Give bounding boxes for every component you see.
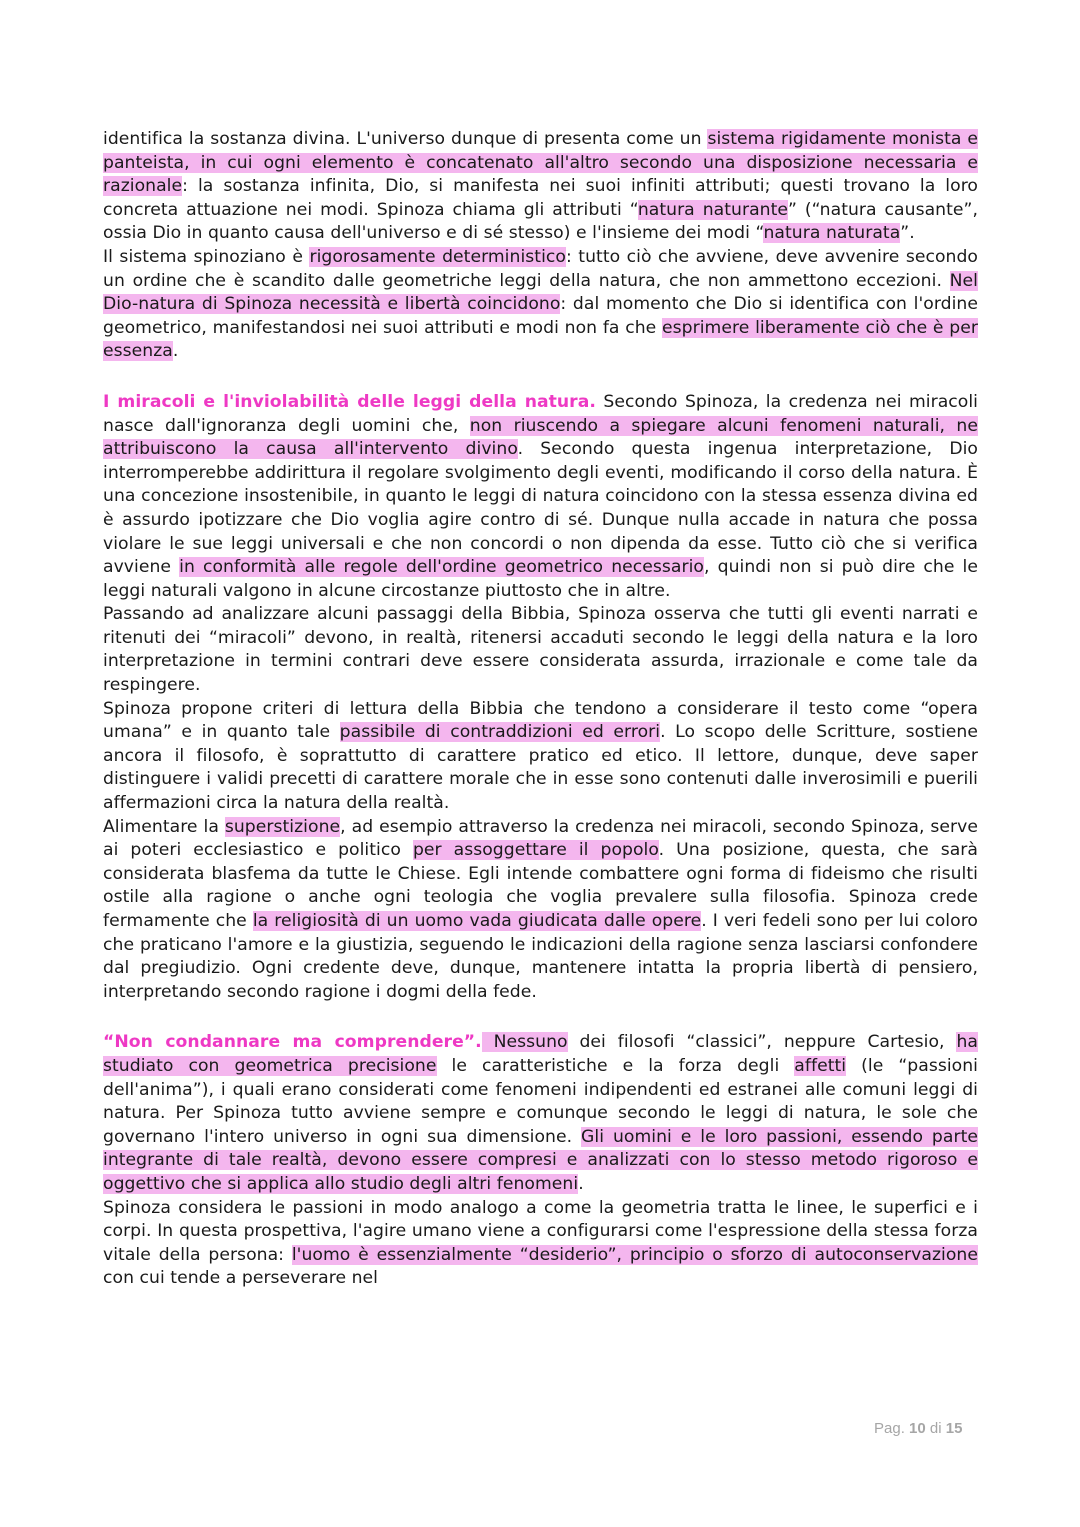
section-title: I miracoli e l'inviolabilità delle leggi della natura. xyxy=(103,391,596,412)
paragraph-p5 xyxy=(103,698,978,816)
body-text: dei filosofi “classici”, neppure Cartesio, xyxy=(567,1032,957,1053)
body-text: . Una posizione, questa, che sarà considerata blasfema da tutte le Chiese. Egli intende combattere ogni forma di fideismo che risulti ostile alla ragione o anche ogni teologia che voglia prevalere sulla filosofia. Spinoza crede fermamente che xyxy=(103,840,978,931)
highlighted-text: affetti xyxy=(794,1055,847,1076)
highlighted-text: la religiosità di un uomo vada giudicata dalle opere xyxy=(252,911,702,931)
section-title: “Non condannare ma comprendere”. xyxy=(103,1032,482,1053)
highlighted-text: per assoggettare il popolo xyxy=(412,840,659,861)
body-text: , ad esempio attraverso la credenza nei miracoli, secondo Spinoza, serve ai poteri ecclesiastico e politico xyxy=(103,816,978,861)
body-text: Secondo Spinoza, la credenza nei miracoli nasce dall'ignoranza degli uomini che, xyxy=(103,391,979,436)
paragraph-p3 xyxy=(103,391,978,603)
body-text: , quindi non si può dire che le leggi naturali valgono in alcune circostanze piuttosto che in altre. xyxy=(103,557,979,601)
highlighted-text: non riuscendo a spiegare alcuni fenomeni naturali, ne attribuiscono la causa all'intervento divino xyxy=(103,415,978,460)
highlighted-text: natura naturante xyxy=(637,199,789,220)
body-text: ” (“natura causante”, ossia Dio in quanto causa dell'universo e di sé stesso) e l'insieme dei modi “ xyxy=(103,199,978,244)
body-text: : tutto ciò che avviene, deve avvenire secondo un ordine che è scandito dalle geometriche leggi della natura, che non ammettono eccezioni. xyxy=(103,246,979,291)
body-text: con cui tende a perseverare nel xyxy=(103,1268,378,1289)
highlighted-text: natura naturata xyxy=(763,223,901,244)
paragraph-p6 xyxy=(103,816,978,1005)
highlighted-text: esprimere liberamente ciò che è per essenza xyxy=(103,317,978,362)
paragraph-p1 xyxy=(103,128,978,246)
page-number xyxy=(874,1420,962,1437)
current-page: 10 xyxy=(909,1420,926,1437)
body-text: le caratteristiche e la forza degli xyxy=(436,1055,795,1076)
highlighted-text: sistema rigidamente monista e panteista, in cui ogni elemento è concatenato all'altro secondo una disposizione necessaria e razionale xyxy=(103,129,978,197)
body-text: Passando ad analizzare alcuni passaggi della Bibbia, Spinoza osserva che tutti gli eventi narrati e ritenuti dei “miracoli” devono, in realtà, ritenersi accaduti secondo le leggi della natura e la loro interpretazione in termini contrari deve essere considerata assurda, irrazionale e come tale da respingere. xyxy=(103,604,978,696)
highlighted-text: rigorosamente deterministico xyxy=(309,246,566,267)
highlighted-text: ha studiato con geometrica precisione xyxy=(103,1032,978,1076)
highlighted-text: Nessuno xyxy=(481,1032,568,1053)
body-text: Spinoza considera le passioni in modo analogo a come la geometria tratta le linee, le superfici e i corpi. In questa prospettiva, l'agire umano viene a configurarsi come l'espressione della stessa forza vitale della persona: xyxy=(103,1197,978,1265)
paragraph-p8 xyxy=(103,1197,978,1291)
page-content xyxy=(103,128,978,1291)
body-text: . xyxy=(578,1173,584,1194)
highlighted-text: superstizione xyxy=(224,816,341,837)
body-text: . Secondo questa ingenua interpretazione, Dio interromperebbe addirittura il regolare svolgimento degli eventi, modificando il corso della natura. È una concezione insostenibile, in quanto le leggi di natura coincidono con la stessa essenza divina ed è assurdo ipotizzare che Dio voglia agire contro di sé. Dunque nulla accade in natura che possa violare le sue leggi universali e che non concordi o non dipenda da esse. Tutto ciò che si verifica avviene xyxy=(103,439,978,578)
highlighted-text: Gli uomini e le loro passioni, essendo parte integrante di tale realtà, devono essere compresi e analizzati con lo stesso metodo rigoroso e oggettivo che si applica allo studio degli altri fenomeni xyxy=(103,1126,978,1194)
paragraph-p2 xyxy=(103,246,978,364)
highlighted-text: in conformità alle regole dell'ordine geometrico necessario xyxy=(179,557,705,578)
body-text: . I veri fedeli sono per lui coloro che praticano l'amore e la giustizia, seguendo le indicazioni della ragione senza lasciarsi confondere dal pregiudizio. Ogni credente deve, dunque, mantenere intatta la propria libertà di pensiero, interpretando secondo ragione i dogmi della fede. xyxy=(103,911,978,1002)
body-text: Alimentare la xyxy=(103,816,225,837)
body-text: Spinoza propone criteri di lettura della Bibbia che tendono a considerare il testo come “opera umana” e in quanto tale xyxy=(103,698,978,743)
paragraph-gap xyxy=(103,1004,978,1031)
body-text: . Lo scopo delle Scritture, sostiene ancora il filosofo, è soprattutto di carattere pratico ed etico. Il lettore, dunque, deve saper distinguere i validi precetti di carattere morale che in esse sono contenuti dalle inverosimili e puerili affermazioni circa la natura della realtà. xyxy=(103,722,978,814)
paragraph-p7 xyxy=(103,1031,978,1196)
highlighted-text: Nel Dio-natura di Spinoza necessità e libertà coincidono xyxy=(103,270,978,315)
body-text: . xyxy=(172,341,179,362)
body-text: ”. xyxy=(900,223,915,244)
body-text: Il sistema spinoziano è xyxy=(103,246,310,267)
paragraph-p4 xyxy=(103,603,978,697)
body-text: identifica la sostanza divina. L'universo dunque di presenta come un xyxy=(103,129,708,149)
highlighted-text: l'uomo è essenzialmente “desiderio”, principio o sforzo di autoconservazione xyxy=(291,1244,978,1265)
page-prefix: Pag. xyxy=(874,1420,910,1437)
paragraph-gap xyxy=(103,364,978,391)
total-pages: 15 xyxy=(945,1420,963,1437)
body-text: (le “passioni dell'anima”), i quali erano considerati come fenomeni indipendenti ed estranei alle comuni leggi di natura. Per Spinoza tutto avviene sempre e comunque secondo le leggi di natura, le sole che governano l'intero universo in ogni sua dimensione. xyxy=(103,1055,978,1147)
body-text: : dal momento che Dio si identifica con l'ordine geometrico, manifestandosi nei suoi attributi e modi non fa che xyxy=(103,294,978,338)
body-text: : la sostanza infinita, Dio, si manifesta nei suoi infiniti attributi; questi trovano la loro concreta attuazione nei modi. Spinoza chiama gli attributi “ xyxy=(103,176,978,220)
highlighted-text: passibile di contraddizioni ed errori xyxy=(339,722,661,743)
page-middle: di xyxy=(925,1420,946,1437)
